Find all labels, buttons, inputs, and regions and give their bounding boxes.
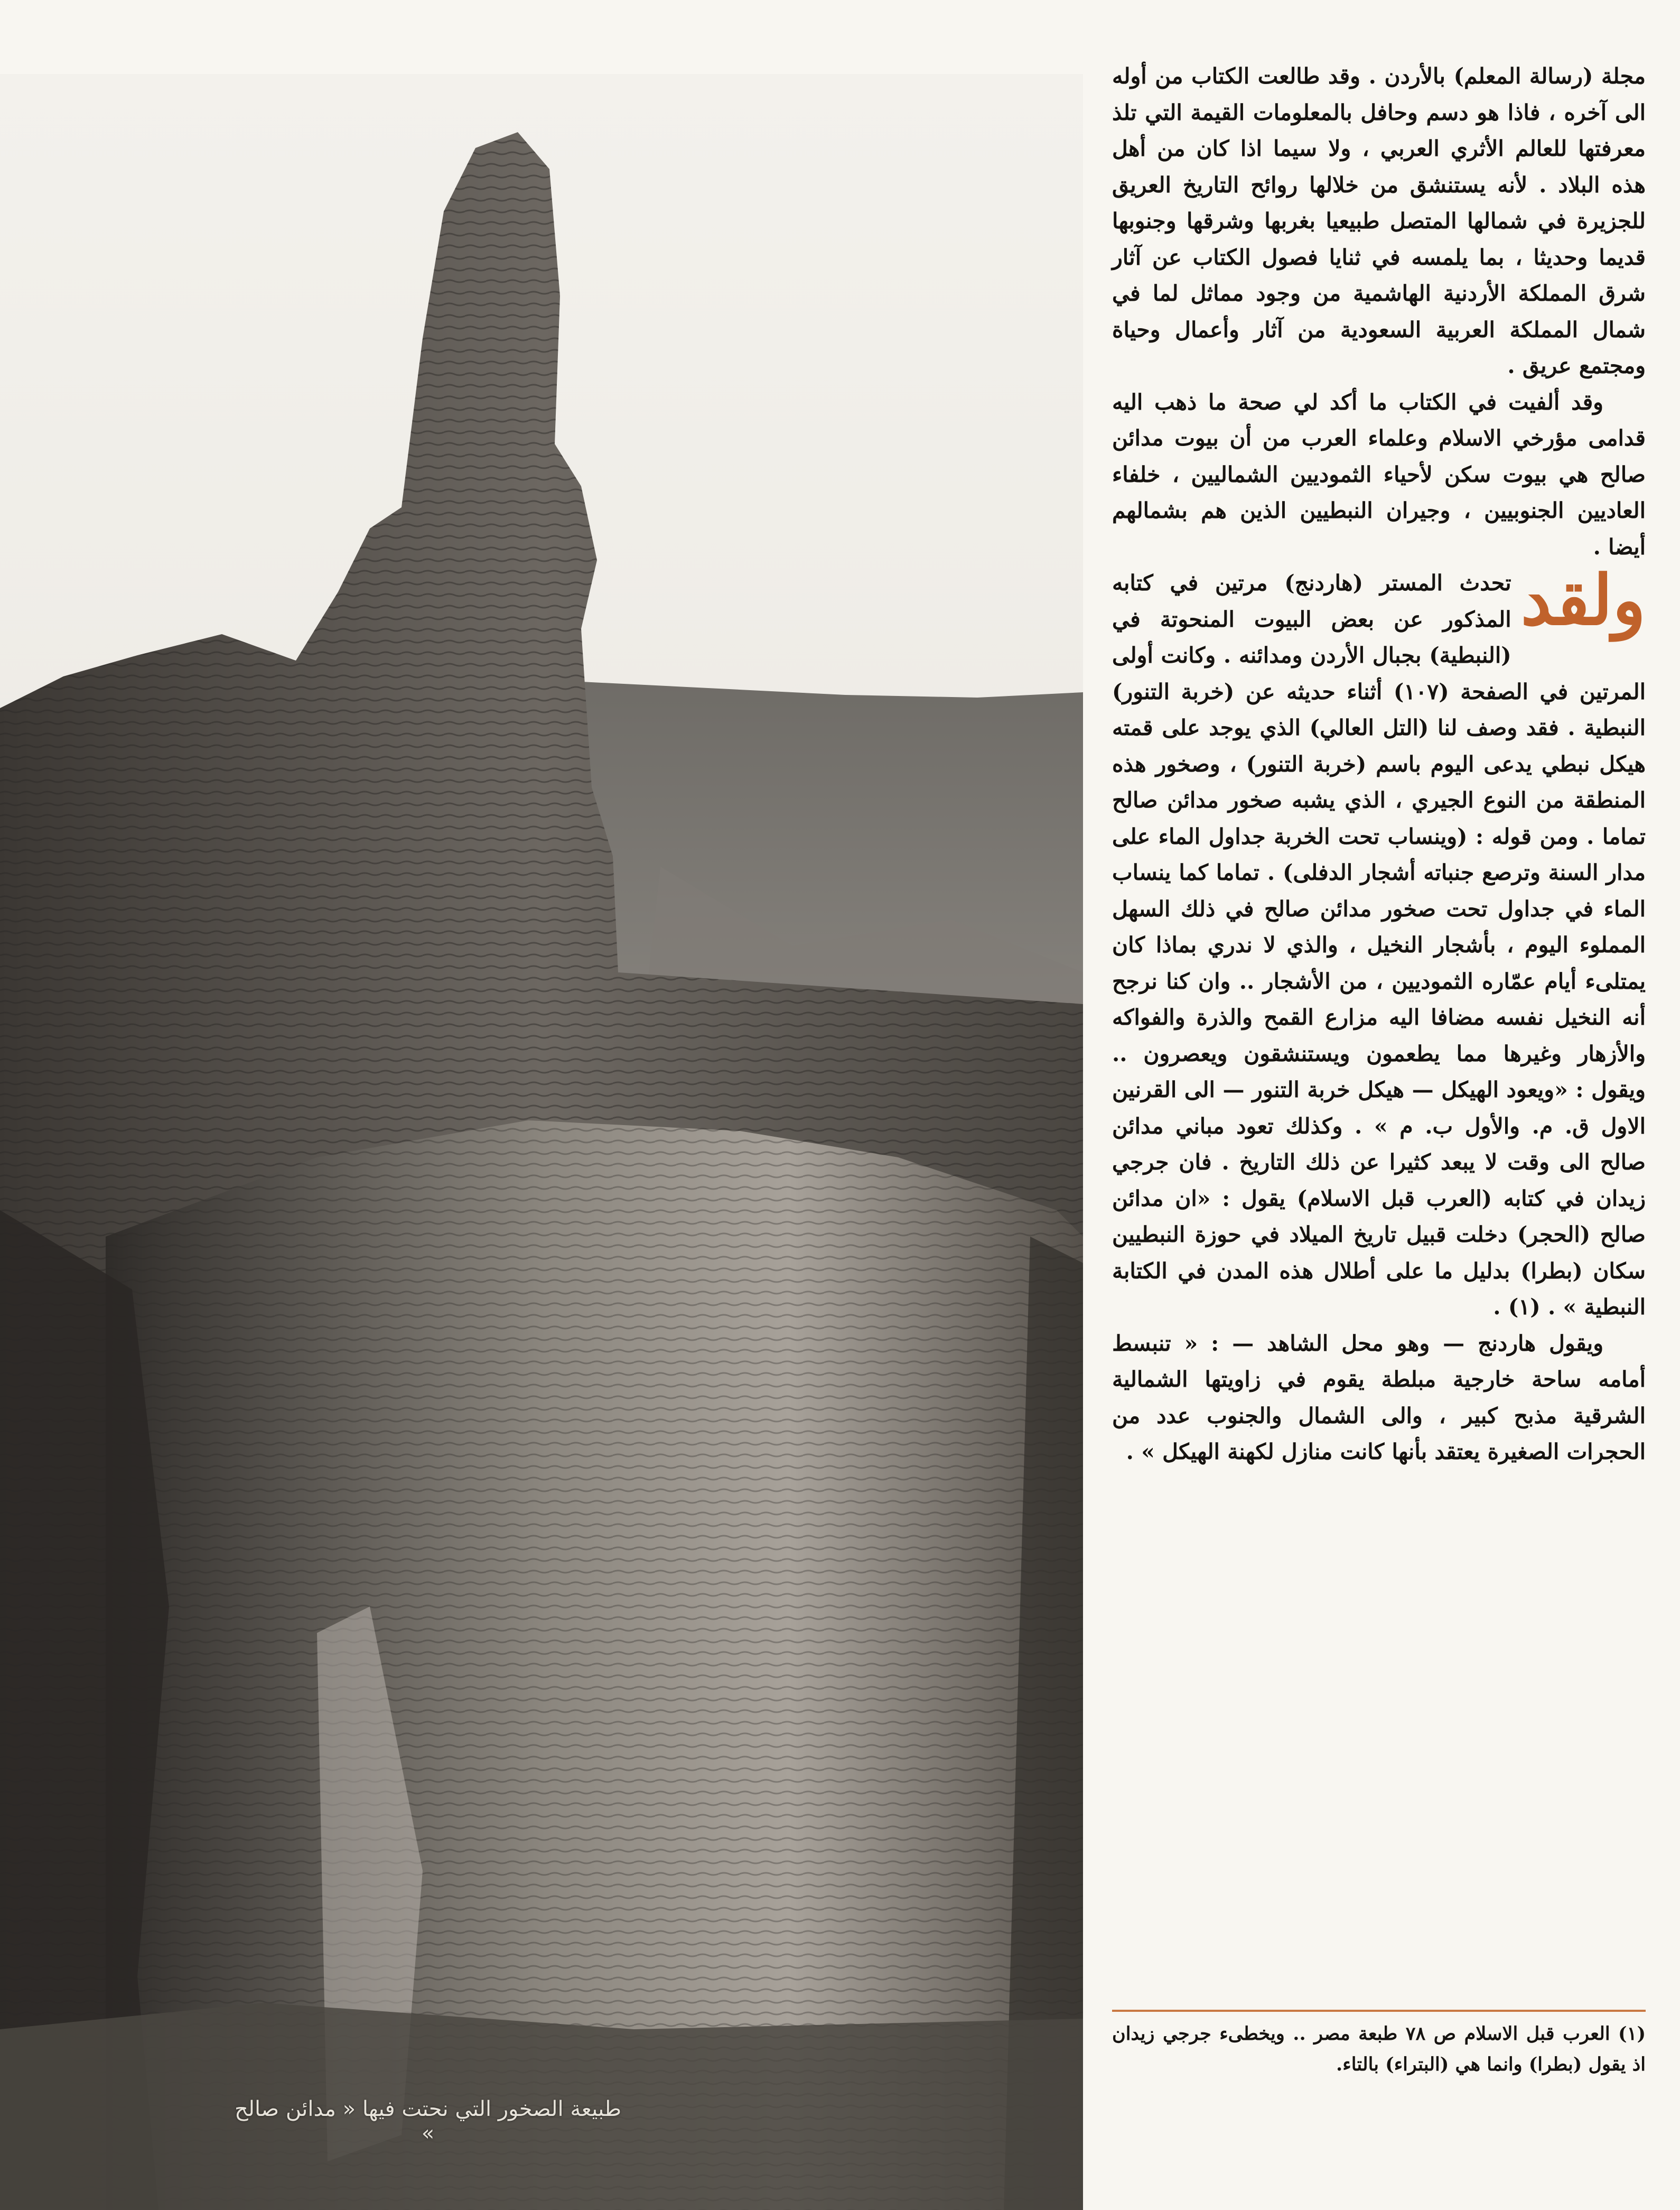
article-column [1112,58,1646,1470]
footnote-text: (١) العرب قبل الاسلام ص ٧٨ طبعة مصر .. ويخطىء جرجي زيدان اذ يقول (بطرا) وانما هي (البتراء) بالتاء. [1112,2023,1646,2075]
photo-caption: طبيعة الصخور التي نحتت فيها « مدائن صالح » [234,2097,622,2146]
footnote [1112,2019,1646,2080]
rock-formation-photo [0,74,1083,2210]
rock-photo-graphic [0,74,1083,2210]
article-paragraph-1: مجلة (رسالة المعلم) بالأردن . وقد طالعت الكتاب من أوله الى آخره ، فاذا هو دسم وحافل بالمعلومات القيمة التي تلذ معرفتها للعالم الأثري العربي ، ولا سيما اذا كان من أهل هذه البلاد . لأنه يستنشق من خلالها روائح التاريخ العريق للجزيرة في شمالها المتصل طبيعيا بغربها وشرقها وجنوبها قديما وحديثا ، بما يلمسه في ثنايا فصول الكتاب عن آثار شرق المملكة الأردنية الهاشمية من وجود مماثل لما في شمال المملكة العربية السعودية من آثار وأعمال وحياة ومجتمع عريق . [1112,63,1646,378]
footnote-divider [1112,2010,1646,2012]
dropcap-paragraph-text: تحدث المستر (هاردنج) مرتين في كتابه المذكور عن بعض البيوت المنحوتة في (النبطية) بجبال الأردن ومدائنه . وكانت أولى المرتين في الصفحة (١٠٧) أثناء حديثه عن (خربة التنور) النبطية . فقد وصف لنا (التل العالي) الذي يوجد على قمته هيكل نبطي يدعى اليوم باسم (خربة التنور) ، وصخور هذه المنطقة من النوع الجيري ، الذي يشبه صخور مدائن صالح تماما . ومن قوله : (وينساب تحت الخربة جداول الماء على مدار السنة وترصع جنباته أشجار الدفلى) . تماما كما ينساب الماء في جداول تحت صخور مدائن صالح في ذلك السهل المملوء اليوم ، بأشجار النخيل ، والذي لا ندري بماذا كان يمتلىء أيام عمّاره الثموديين ، من الأشجار .. وان كنا نرجح أنه النخيل نفسه مضافا اليه مزارع القمح والذرة والفواكه والأزهار وغيرها مما يطعمون ويستنشقون ويعصرون .. ويقول : «ويعود الهيكل — هيكل خربة التنور — الى القرنين الاول ق. م. والأول ب. م » . وكذلك تعود مباني مدائن صالح الى وقت لا يبعد كثيرا عن ذلك التاريخ . فان جرجي زيدان في كتابه (العرب قبل الاسلام) يقول : «ان مدائن صالح (الحجر) دخلت قبيل تاريخ الميلاد في حوزة النبطيين سكان (بطرا) بدليل ما على أطلال هذه المدن في الكتابة النبطية » . (١) . [1112,570,1646,1320]
dropcap-word: ولقد [1520,560,1646,640]
article-closing-paragraph: ويقول هاردنج — وهو محل الشاهد — : « تنبسط أمامه ساحة خارجية مبلطة يقوم في زاويتها الشمالية الشرقية مذبح كبير ، والى الشمال والجنوب عدد من الحجرات الصغيرة يعتقد بأنها كانت منازل لكهنة الهيكل » . [1112,1330,1646,1464]
dropcap-paragraph [1112,560,1646,1325]
article-paragraph-2: وقد ألفيت في الكتاب ما أكد لي صحة ما ذهب اليه قدامى مؤرخي الاسلام وعلماء العرب من أن بيوت مدائن صالح هي بيوت سكن لأحياء الثموديين الشماليين ، خلفاء العاديين الجنوبيين ، وجيران النبطيين الذين هم بشمالهم أيضا . [1112,389,1646,560]
